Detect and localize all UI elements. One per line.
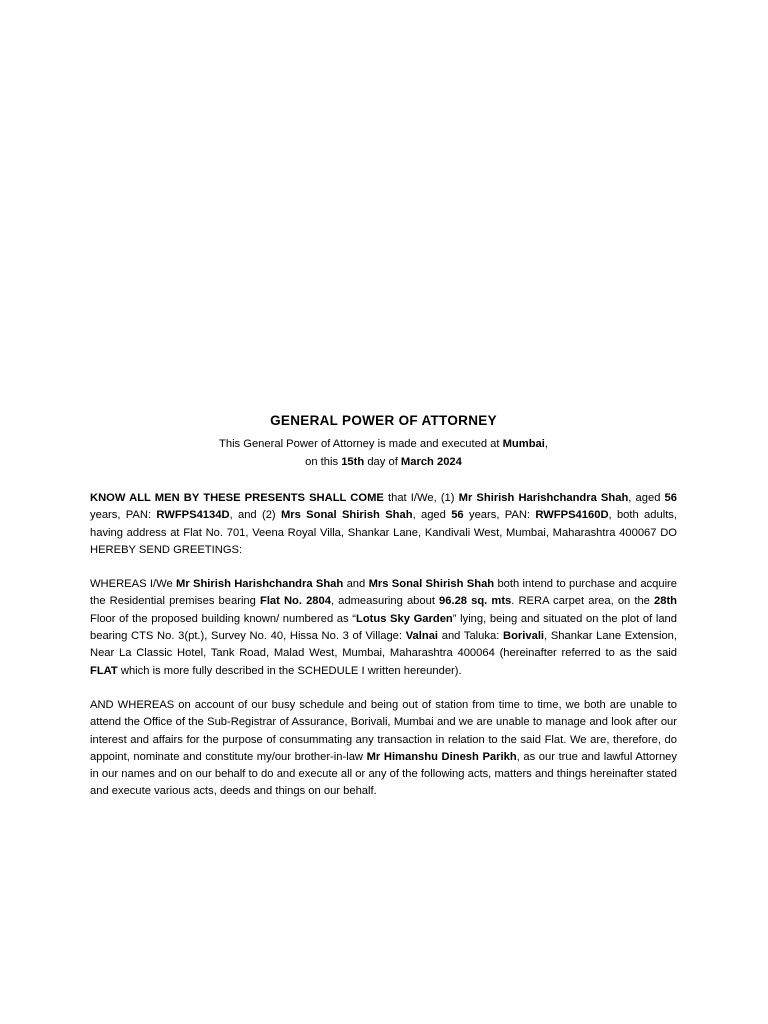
text-span: ,: [544, 438, 548, 450]
execution-date-line: [90, 453, 677, 471]
execution-place: Mumbai: [502, 438, 545, 450]
text-span: Floor of the proposed building known/ numbered as “: [90, 612, 356, 625]
principal-1-pan: RWFPS4134D: [156, 509, 230, 522]
paragraph-and-whereas: [90, 697, 677, 801]
attorney-name: Mr Himanshu Dinesh Parikh: [366, 750, 517, 763]
text-span: years, PAN:: [90, 509, 157, 522]
principal-1-name: Mr Shirish Harishchandra Shah: [458, 492, 629, 504]
text-span: years, PAN:: [463, 509, 536, 522]
floor-number: 28th: [654, 595, 678, 608]
principal-2-name: Mrs Sonal Shirish Shah: [280, 509, 413, 522]
text-span: ” lying, being and situated on the plot of land bearing CTS No. 3(pt.), Survey No. 40, Hissa No. 3 of Village:: [90, 612, 677, 643]
village-name: Valnai: [405, 630, 439, 643]
paragraph-know-all-men: [90, 490, 677, 559]
text-span: , Shankar Lane Extension, Near La Classic Hotel, Tank Road, Malad West, Mumbai, Maharashtra 400064 (hereinafter referred to as the said: [90, 630, 677, 660]
taluka-name: Borivali: [503, 630, 545, 643]
text-span: and: [343, 578, 369, 591]
text-span: on this: [305, 456, 342, 468]
text-span: AND WHEREAS on account of our busy schedule and being out of station from time to time, we both are unable to attend the Office of the Sub-Registrar of Assurance, Borivali, Mumbai and we are unable to manage and look after our interest and affairs for the purpose of consummating any transaction in relation to the said Flat. We are, therefore, do appoint, nominate and constitute my/our brother-in-law: [90, 698, 677, 763]
execution-place-line: [90, 435, 677, 453]
text-span: This General Power of Attorney is made and executed at: [219, 438, 503, 450]
flat-number: Flat No. 2804: [259, 595, 331, 608]
flat-area: 96.28 sq. mts: [439, 595, 512, 608]
text-span: and Taluka:: [438, 630, 503, 643]
flat-term: FLAT: [90, 664, 118, 677]
text-span: , and (2): [229, 509, 281, 522]
text-span: that I/We, (1): [383, 492, 459, 504]
text-span: day of: [364, 456, 401, 468]
text-span: , as our true and lawful Attorney in our names and on our behalf to do and execute all or any of the following acts, matters and things hereinafter stated and execute various acts, deeds and things on our behalf.: [90, 750, 677, 798]
paragraph-whereas: [90, 576, 677, 680]
text-span: , aged: [412, 509, 452, 522]
execution-day: 15th: [341, 456, 365, 468]
text-span: which is more fully described in the SCHEDULE I written hereunder).: [117, 664, 462, 677]
text-span: , aged: [628, 492, 665, 504]
execution-month: March 2024: [400, 456, 462, 468]
bold-text: KNOW ALL MEN BY THESE PRESENTS SHALL COME: [90, 492, 384, 504]
principal-1-age: 56: [664, 492, 677, 504]
principal-2-pan: RWFPS4160D: [535, 509, 609, 522]
principal-2-name: Mrs Sonal Shirish Shah: [368, 578, 495, 591]
building-name: Lotus Sky Garden: [355, 612, 453, 625]
principal-2-age: 56: [451, 509, 464, 522]
document-body: [90, 412, 677, 818]
principal-1-name: Mr Shirish Harishchandra Shah: [176, 578, 344, 591]
text-span: WHEREAS I/We: [90, 578, 176, 591]
document-title: GENERAL POWER OF ATTORNEY: [270, 413, 497, 428]
text-span: . RERA carpet area, on the: [511, 595, 654, 608]
text-span: both intend to purchase and acquire the Residential premises bearing: [90, 578, 678, 608]
text-span: , both adults, having address at Flat No. 701, Veena Royal Villa, Shankar Lane, Kandivali West, Mumbai, Maharashtra 400067 DO HEREBY SEND GREETINGS:: [90, 509, 678, 556]
text-span: , admeasuring about: [330, 595, 440, 608]
